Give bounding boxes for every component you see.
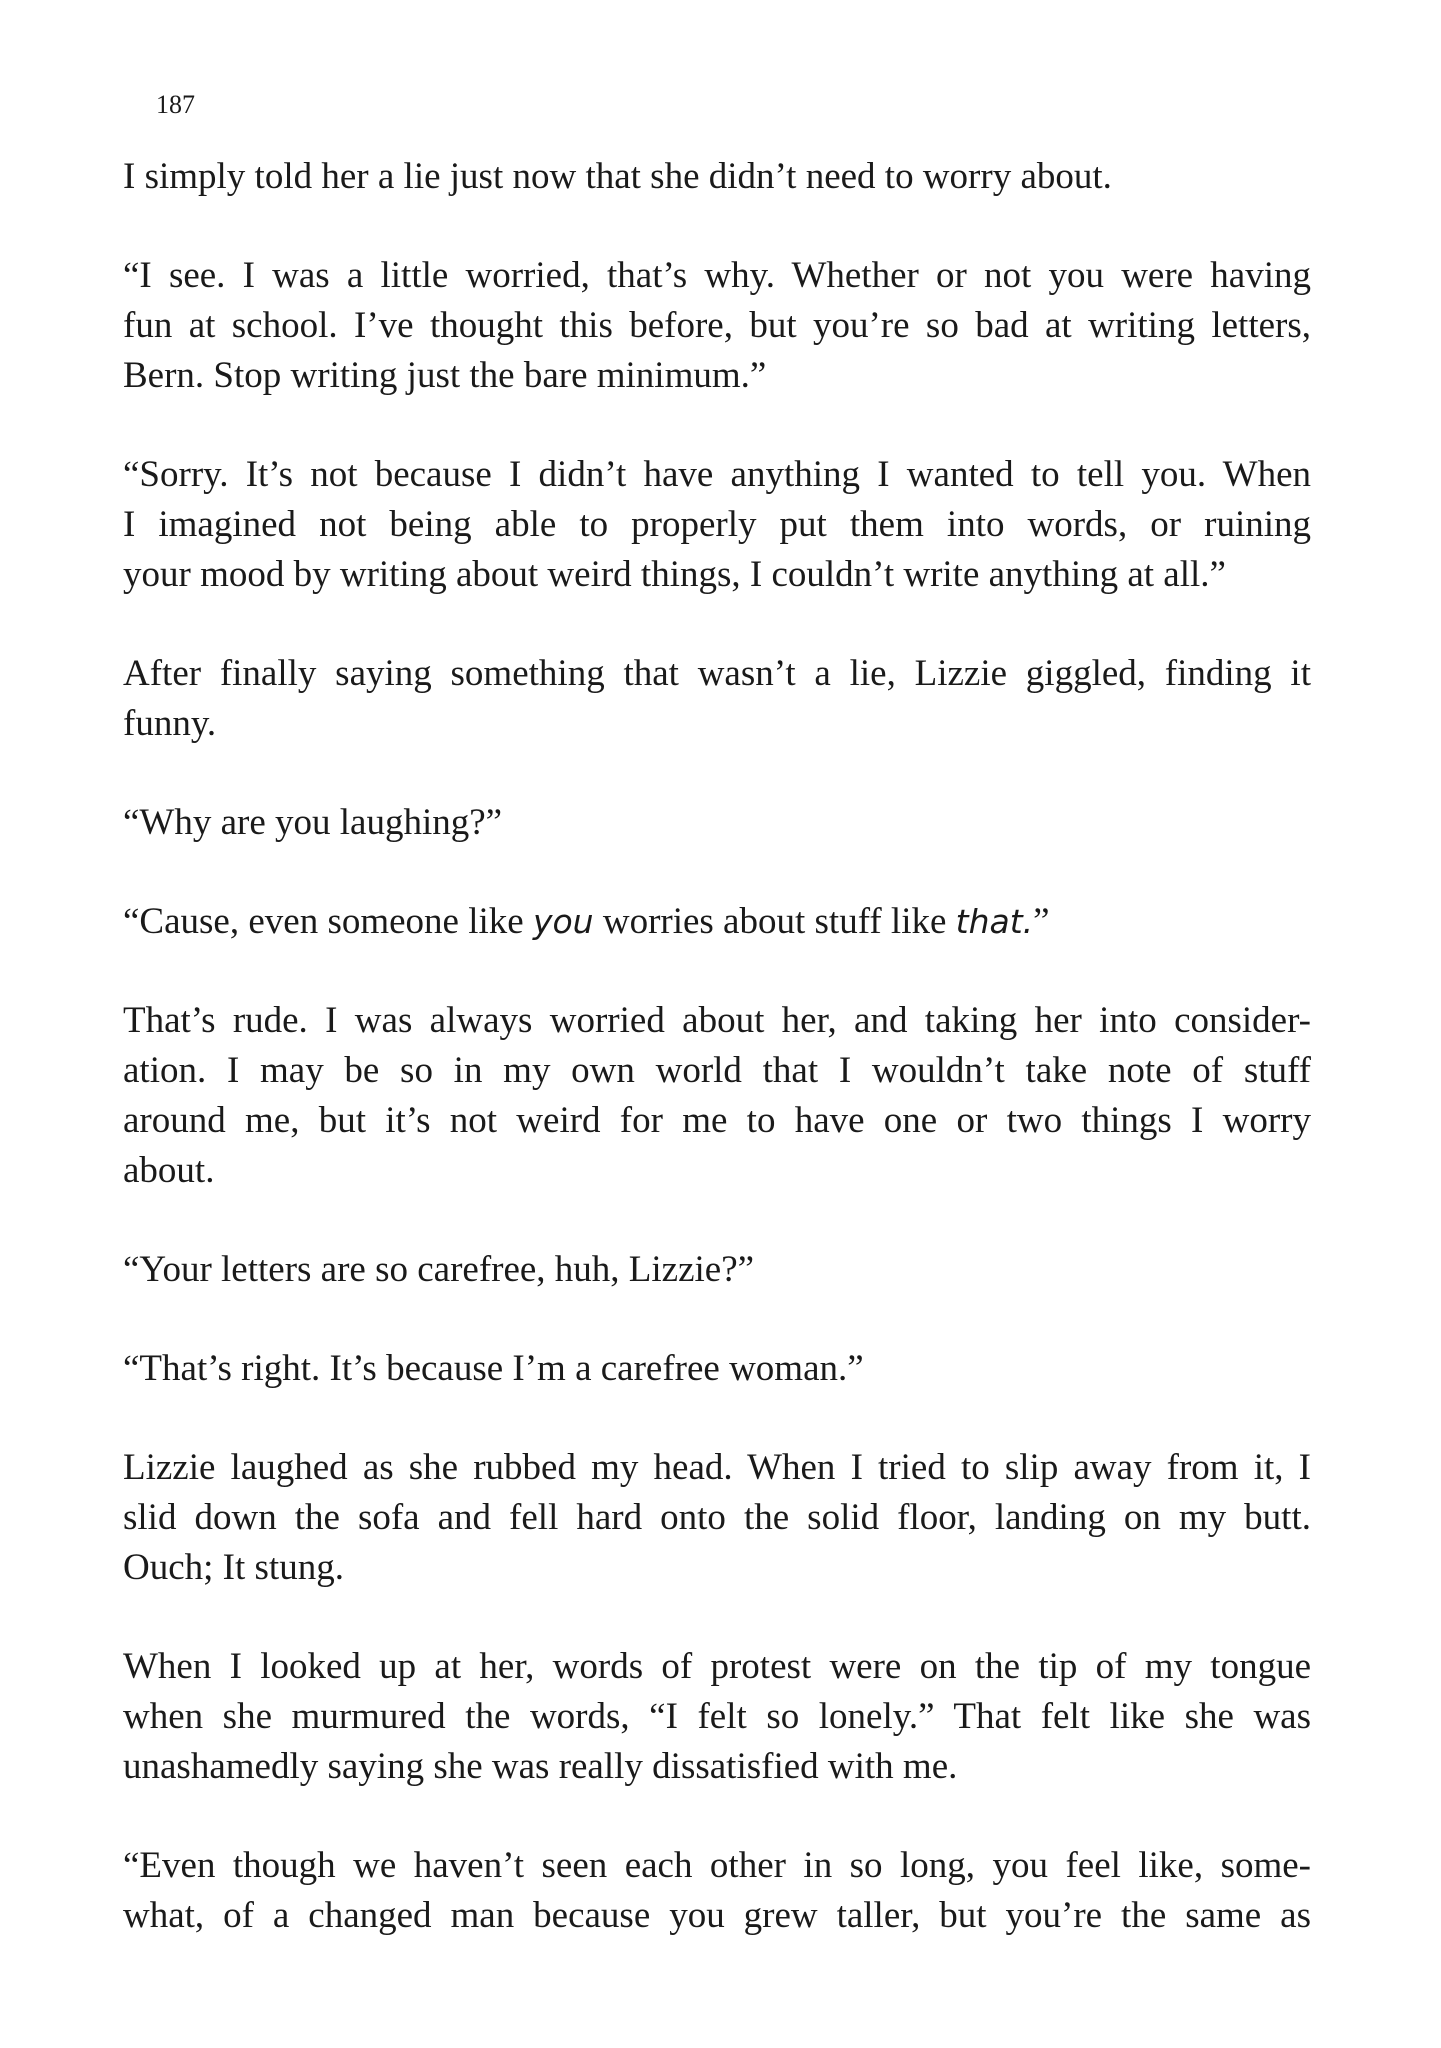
text-run: “Cause, even someone like [123,901,533,942]
text-line: I imagined not being able to properly put them into words, or ruining [123,504,1311,545]
text-line: fun at school. I’ve thought this before, but you’re so bad at writing letters, [123,305,1311,346]
paragraph [123,1245,1311,1295]
text-line: ation. I may be so in my own world that I wouldn’t take note of stuff [123,1050,1311,1091]
paragraph [123,897,1311,947]
paragraph [123,1443,1311,1593]
paragraph [123,649,1311,749]
text-line: “Sorry. It’s not because I didn’t have anything I wanted to tell you. When [123,454,1311,495]
text-line: “Why are you laughing?” [123,802,503,843]
italic-text: you [532,902,594,941]
text-line: After finally saying something that wasn’t a lie, Lizzie giggled, finding it [123,653,1311,694]
text-line: what, of a changed man because you grew taller, but you’re the same as [123,1895,1311,1936]
text-run: ” [1033,901,1050,942]
text-run: worries about stuff like [593,901,956,942]
text-line: Lizzie laughed as she rubbed my head. When I tried to slip away from it, I [123,1447,1311,1488]
text-line: That’s rude. I was always worried about her, and taking her into consider- [123,1000,1311,1041]
text-line: when she murmured the words, “I felt so lonely.” That felt like she was [123,1696,1311,1737]
text-line: When I looked up at her, words of protest were on the tip of my tongue [123,1646,1311,1687]
text-line: Bern. Stop writing just the bare minimum.” [123,355,767,396]
paragraph [123,450,1311,600]
page-number: 187 [156,90,195,119]
paragraph [123,996,1311,1196]
paragraph [123,1344,1311,1394]
text-line: I simply told her a lie just now that she didn’t need to worry about. [123,156,1112,197]
text-line: “That’s right. It’s because I’m a carefree woman.” [123,1348,864,1389]
text-line: slid down the sofa and fell hard onto the solid floor, landing on my butt. [123,1497,1311,1538]
paragraph [123,798,1311,848]
text-line [123,897,1311,947]
paragraph [123,251,1311,401]
paragraph [123,1642,1311,1792]
text-line: around me, but it’s not weird for me to have one or two things I worry [123,1100,1311,1141]
text-line: unashamedly saying she was really dissatisfied with me. [123,1746,958,1787]
text-line: your mood by writing about weird things, I couldn’t write anything at all.” [123,554,1226,595]
italic-text: that. [955,902,1034,941]
text-line: funny. [123,703,217,744]
paragraph [123,152,1311,202]
text-body [123,152,1311,1990]
text-line: “I see. I was a little worried, that’s why. Whether or not you were having [123,255,1311,296]
text-line: “Your letters are so carefree, huh, Lizzie?” [123,1249,755,1290]
paragraph [123,1841,1311,1941]
text-line: “Even though we haven’t seen each other in so long, you feel like, some- [123,1845,1311,1886]
text-line: about. [123,1150,215,1191]
text-line: Ouch; It stung. [123,1547,344,1588]
